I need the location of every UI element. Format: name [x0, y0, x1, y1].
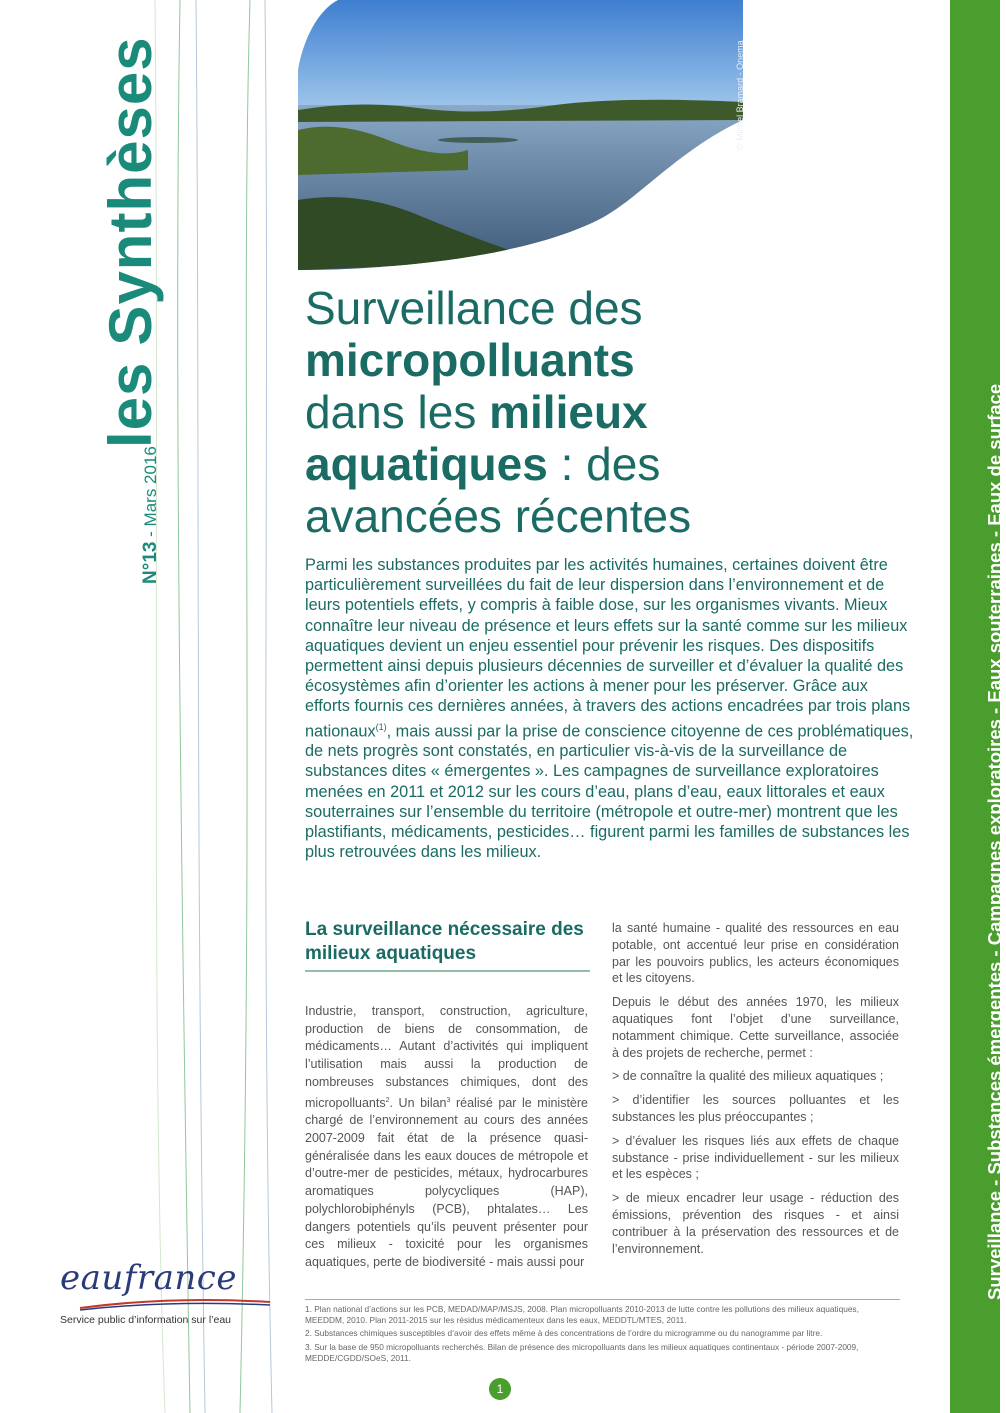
logo-swoosh-icon [60, 1298, 275, 1312]
left-text-2: . Un bilan [389, 1095, 447, 1110]
footnote-ref-2: 2 [385, 1096, 390, 1104]
section-heading: La surveillance nécessaire des milieux aquatiques [305, 919, 584, 964]
title-line-5: avancées récentes [305, 490, 692, 542]
title-line-4a: aquatiques [305, 438, 548, 490]
main-title [305, 282, 905, 542]
footnote: 2. Substances chimiques susceptibles d’avoir des effets même à des concentrations de l’ordre du microgramme ou du nanogramme par litre. [305, 1328, 823, 1339]
series-title [96, 36, 165, 448]
footnote: 1. Plan national d’actions sur les PCB, MEDAD/MAP/MSJS, 2008. Plan micropolluants 2010-2013 de lutte contre les pollutions des milieux aquatiques, MEEDDM, 2010. Plan 2011-2015 sur les résidus médicamenteux dans les eaux, MEDDTL/MTES, 2011. [305, 1304, 859, 1326]
intro-footnote-ref: (1) [375, 721, 387, 732]
intro-part-2: , mais aussi par la prise de conscience citoyenne de ces problématiques, de nets progrès sont constatés, en particulier vis-à-vis de la surveillance de substances dites « émergentes ». Les campagnes de surveillance exploratoires menées en 2011 et 2012 sur les cours d’eau, plans d’eau, eaux littorales et eaux souterraines sur l’ensemble du territoire (métropole et outre-mer) montrent que les plastifiants, médicaments, pesticides… figurent parmi les familles de substances les plus retrouvées dans les milieux. [305, 722, 914, 862]
list-item: > de mieux encadrer leur usage - réduction des émissions, prévention des risques - et ainsi contribuer à la préservation des ressources et de l’environnement. [612, 1191, 899, 1256]
issue-number: N°13 [140, 541, 161, 584]
left-text-3: réalisé par le ministère chargé de l’environnement au cours des années 2007-2009 fait état de la présence quasi-généralisée dans les eaux douces de métropole et d’outre-mer de pesticides, métaux, hydrocarbures aromatiques polycycliques (HAP), polychlorobiphényls (PCB), phtalates… Les dangers potentiels qu’ils peuvent présenter pour ces milieux - toxicité pour les organismes aquatiques, perte de biodiversité - mais aussi pour [305, 1095, 588, 1269]
logo-wordmark: eaufrance [60, 1258, 237, 1298]
section-rule [305, 970, 590, 972]
title-line-3a: dans les [305, 386, 490, 438]
title-line-2: micropolluants [305, 334, 635, 386]
footnote: 3. Sur la base de 950 micropolluants recherchés. Bilan de présence des micropolluants dans les milieux aquatiques continentaux - période 2007-2009, MEDDE/CGDD/SOeS, 2011. [305, 1341, 859, 1363]
footnote-rule [305, 1299, 900, 1300]
photo-credit: © Michel Bramard - Onema [735, 40, 745, 150]
issue-info [140, 446, 162, 584]
eaufrance-logo [60, 1258, 275, 1326]
footnote-ref-3: 3 [446, 1096, 451, 1104]
issue-separator: - [141, 526, 160, 542]
intro-part-1: Parmi les substances produites par les activités humaines, certaines doivent être particulièrement surveillées du fait de leur dispersion dans l’environnement et de leurs potentiels effets, y compris à faible dose, sur les organismes vivants. Mieux connaître leur niveau de présence et leurs effets sur la santé comme sur les milieux aquatiques devient un enjeu essentiel pour prévenir les risques. Des dispositifs permettent ainsi depuis plusieurs décennies de surveiller et d’évaluer la qualité des écosystèmes afin d’orienter les actions à mener pour les préserver. Grâce aux efforts fournis ces dernières années, à travers des actions encadrées par trois plans nationaux [305, 556, 911, 741]
right-band-keywords: Surveillance - Substances émergentes - Campagnes exploratoires - Eaux souterraines - Eaux de surface [984, 383, 1005, 1300]
list-item: > de connaître la qualité des milieux aquatiques ; [612, 1069, 884, 1084]
title-line-3b: milieux [489, 386, 648, 438]
series-prefix: les [97, 361, 164, 448]
left-text-1: Industrie, transport, construction, agriculture, production de biens de consommation, de médicaments… Autant d’activités qui impliquent l’utilisation mais aussi la production de nombreuses substances chimiques, dont des micropolluants [305, 1004, 588, 1110]
list-item: > d’évaluer les risques liés aux effets de chaque substance - prise individuellement - sur les milieux et les espèces ; [612, 1133, 899, 1182]
cover-photo [298, 0, 743, 270]
right-paragraph-1: la santé humaine - qualité des ressources en eau potable, ont accentué leur prise en considération par les pouvoirs publics, les acteurs économiques et les citoyens. [612, 921, 899, 986]
logo-tagline: Service public d’information sur l’eau [60, 1314, 231, 1326]
list-item: > d’identifier les sources polluantes et les substances les plus préoccupantes ; [612, 1093, 899, 1124]
issue-date: Mars 2016 [141, 446, 160, 527]
series-name: Synthèses [97, 36, 164, 346]
section-left-column [305, 1003, 588, 1272]
section-right-column [612, 920, 899, 1264]
title-line-4b: : des [547, 438, 661, 490]
intro-paragraph [305, 555, 915, 862]
right-paragraph-2: Depuis le début des années 1970, les milieux aquatiques font l’objet d’une surveillance, notamment chimique. Cette surveillance, associée à des projets de recherche, permet : [612, 995, 899, 1060]
page-number: 1 [489, 1378, 511, 1400]
footnotes [305, 1304, 900, 1366]
title-line-1: Surveillance des [305, 282, 643, 334]
